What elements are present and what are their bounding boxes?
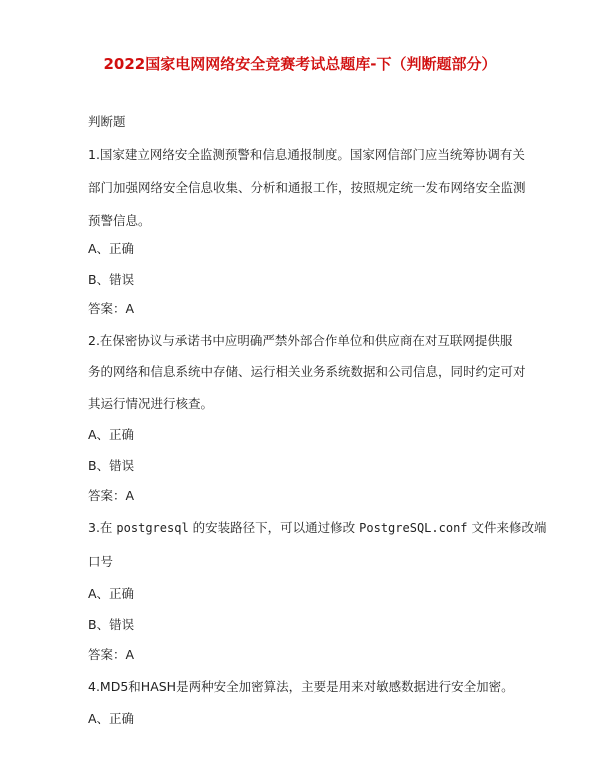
question-2-option-b: B、错误 [88,458,135,473]
question-3-answer: 答案：A [88,647,135,662]
question-1-answer: 答案：A [88,301,135,316]
question-2-line-1: 2.在保密协议与承诺书中应明确严禁外部合作单位和供应商在对互联网提供服 [88,333,513,348]
question-3-line-1 [88,518,547,536]
question-3-line-1-pre: 3.在 [88,520,113,535]
question-1-line-3: 预警信息。 [88,213,151,228]
question-3-option-a: A、正确 [88,586,135,601]
question-4-line-1: 4.MD5和HASH是两种安全加密算法，主要是用来对敏感数据进行安全加密。 [88,679,514,694]
question-2-line-2: 务的网络和信息系统中存储、运行相关业务系统数据和公司信息，同时约定可对 [88,364,526,379]
question-3-line-1-mid: 的安装路径下，可以通过修改 [192,520,356,535]
question-3-line-1-post: 文件来修改端 [471,520,547,535]
question-2-line-3: 其运行情况进行核查。 [88,396,214,411]
document-title: 2022国家电网网络安全竞赛考试总题库-下（判断题部分） [103,55,497,73]
question-3-code-conf: PostgreSQL.conf [359,521,468,535]
question-3-code-postgresql: postgresql [116,521,189,535]
question-1-line-1: 1.国家建立网络安全监测预警和信息通报制度。国家网信部门应当统筹协调有关 [88,147,525,162]
question-3-line-2: 口号 [88,554,114,569]
question-2-option-a: A、正确 [88,427,135,442]
question-4-option-a: A、正确 [88,711,135,726]
section-heading: 判断题 [88,114,126,129]
question-2-answer: 答案：A [88,488,135,503]
question-1-option-b: B、错误 [88,272,135,287]
question-1-option-a: A、正确 [88,241,135,256]
question-3-option-b: B、错误 [88,617,135,632]
question-1-line-2: 部门加强网络安全信息收集、分析和通报工作，按照规定统一发布网络安全监测 [88,180,526,195]
